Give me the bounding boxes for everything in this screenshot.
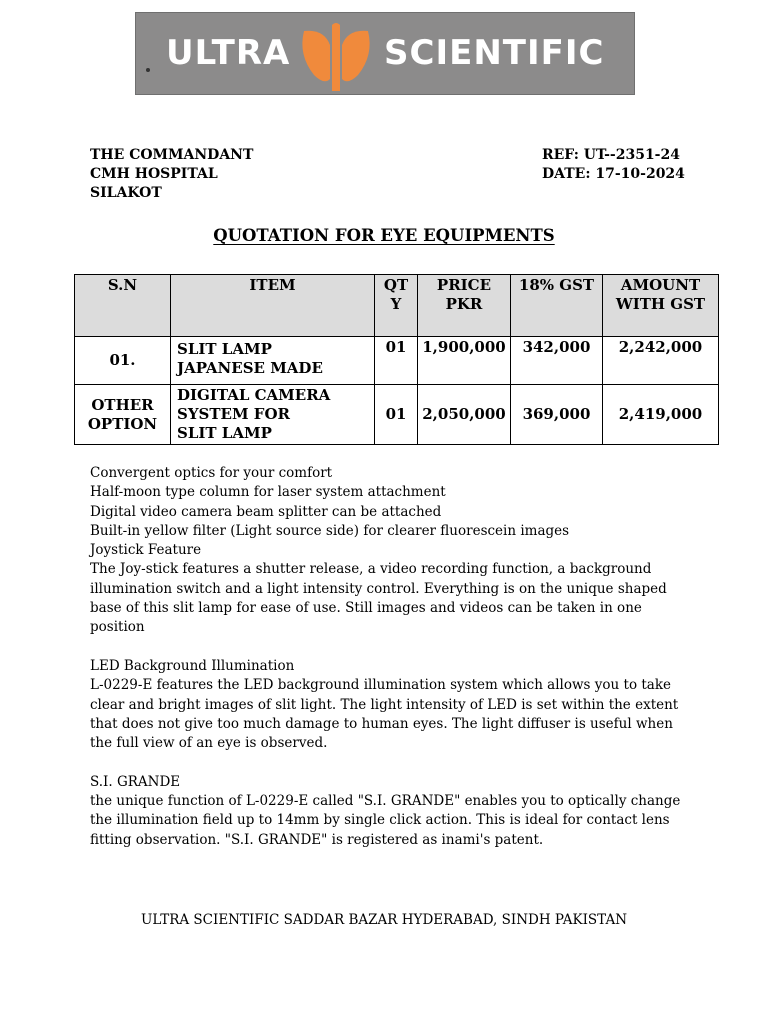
table-header-row xyxy=(75,275,719,337)
logo-word-scientific: SCIENTIFIC xyxy=(384,33,605,73)
cell-gst: 342,000 xyxy=(511,337,603,385)
cell-price: 1,900,000 xyxy=(418,337,511,385)
feature-line: Half-moon type column for laser system attachment xyxy=(90,484,446,501)
cell-price: 2,050,000 xyxy=(418,385,511,445)
feature-line: Digital video camera beam splitter can be attached xyxy=(90,503,442,520)
header-gst: 18% GST xyxy=(511,275,603,337)
paragraph-line: fitting observation. "S.I. GRANDE" is registered as inami's patent. xyxy=(90,831,544,848)
section-heading: LED Background Illumination xyxy=(90,657,295,674)
paragraph-line: the illumination field up to 14mm by single click action. This is ideal for contact lens xyxy=(90,812,670,829)
cell-amount: 2,419,000 xyxy=(603,385,719,445)
company-logo xyxy=(135,12,635,95)
address-line: THE COMMANDANT xyxy=(90,147,254,163)
logo-word-ultra: ULTRA xyxy=(166,33,291,73)
feature-line: Built-in yellow filter (Light source side) for clearer fluorescein images xyxy=(90,522,570,539)
logo-speck xyxy=(146,68,150,72)
description-body xyxy=(90,464,690,850)
paragraph-line: L-0229-E features the LED background illumination system which allows you to take xyxy=(90,677,672,694)
feature-line: Convergent optics for your comfort xyxy=(90,465,333,481)
reference-number: REF: UT--2351-24 xyxy=(542,147,680,163)
cell-item: SLIT LAMP JAPANESE MADE xyxy=(171,337,375,385)
header-item: ITEM xyxy=(171,275,375,337)
feature-line: Joystick Feature xyxy=(90,542,202,559)
document-title xyxy=(0,225,768,247)
paragraph-line: The Joy-stick features a shutter release, a video recording function, a background xyxy=(90,561,652,578)
reference-date: DATE: 17-10-2024 xyxy=(542,166,685,182)
table-row xyxy=(75,385,719,445)
section-heading: S.I. GRANDE xyxy=(90,773,181,790)
paragraph-line: that does not give too much damage to human eyes. The light diffuser is useful when xyxy=(90,715,673,732)
cell-item: DIGITAL CAMERA SYSTEM FOR SLIT LAMP xyxy=(171,385,375,445)
paragraph-line: illumination switch and a light intensity control. Everything is on the unique shaped xyxy=(90,580,667,597)
header-amount: AMOUNT WITH GST xyxy=(603,275,719,337)
header-sn: S.N xyxy=(75,275,171,337)
paragraph-line: the unique function of L-0229-E called "S.I. GRANDE" enables you to optically change xyxy=(90,793,681,810)
address-line: CMH HOSPITAL xyxy=(90,166,218,182)
orange-eye-mark-icon xyxy=(296,21,376,91)
address-line: SILAKOT xyxy=(90,185,162,201)
cell-amount: 2,242,000 xyxy=(603,337,719,385)
cell-gst: 369,000 xyxy=(511,385,603,445)
reference-block xyxy=(542,146,685,184)
paragraph-line: base of this slit lamp for ease of use. Still images and videos can be taken in one position xyxy=(90,600,642,636)
header-price: PRICE PKR xyxy=(418,275,511,337)
header-qty: QT Y xyxy=(375,275,418,337)
footer-address: ULTRA SCIENTIFIC SADDAR BAZAR HYDERABAD, SINDH PAKISTAN xyxy=(140,912,628,928)
recipient-address xyxy=(90,146,253,203)
quotation-table xyxy=(74,274,719,445)
paragraph-line: the full view of an eye is observed. xyxy=(90,735,328,752)
paragraph-line: clear and bright images of slit light. The light intensity of LED is set within the extent xyxy=(90,696,679,713)
cell-qty: 01 xyxy=(375,385,418,445)
document-title-text: QUOTATION FOR EYE EQUIPMENTS xyxy=(213,226,555,245)
cell-sn: 01. xyxy=(75,337,171,385)
cell-qty: 01 xyxy=(375,337,418,385)
table-row xyxy=(75,337,719,385)
cell-sn: OTHER OPTION xyxy=(75,385,171,445)
